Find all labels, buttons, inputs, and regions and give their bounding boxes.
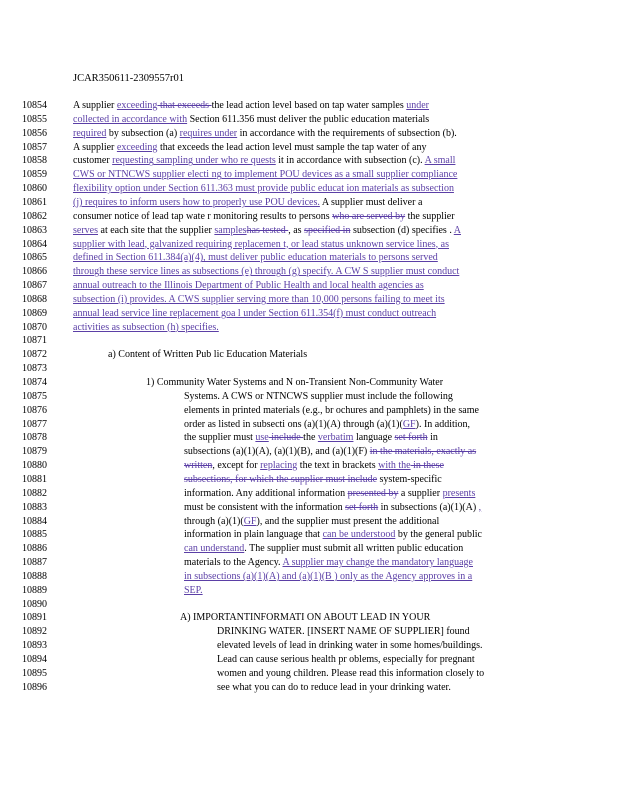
line-text [73,196,531,210]
line-number: 10893 [22,640,47,652]
text-run: consumer notice of lead tap wate r monitoring results to persons [73,210,333,222]
line-text [73,210,531,224]
line-number: 10896 [22,681,47,693]
inserted-text: A [453,224,461,236]
line-text [184,459,531,473]
inserted-text: A small [424,155,456,167]
line-text [184,570,531,584]
text-run: that exceeds the lead action level must sample the tap water of any [157,141,427,153]
deleted-text: in these [410,460,444,472]
text-run: the text in brackets [297,460,379,472]
text-run: in accordance with the requirements of subsection (b). [237,127,457,139]
inserted-text: collected in accordance with [73,113,188,125]
inserted-text: samples [214,224,247,236]
line-text [73,307,531,321]
line-text [73,168,531,182]
text-run: A) IMPORTANTINFORMATI ON ABOUT LEAD IN YOUR [180,612,431,624]
text-run: DRINKING WATER. [INSERT NAME OF SUPPLIER] found [217,626,470,638]
line-number: 10888 [22,570,47,582]
line-text [217,639,531,653]
text-run: information in plain language that [184,529,323,541]
line-number: 10856 [22,127,47,139]
line-number: 10886 [22,543,47,555]
line-number: 10889 [22,584,47,596]
deleted-text: that exceeds [157,100,212,111]
inserted-text: can be understood [322,529,396,541]
text-run: language [353,432,395,444]
inserted-text: serves [73,224,98,236]
line-number: 10885 [22,529,47,541]
line-text [73,154,531,168]
line-text [73,279,531,293]
text-run: a) Content of Written Pub lic Education Materials [108,349,308,361]
deleted-text: set forth [394,432,428,444]
inserted-text: replacing [260,460,298,472]
text-run: elevated levels of lead in drinking water in some homes/buildings. [217,640,483,652]
inserted-text: annual outreach to the Illinois Department of Public Health and local health agencies as [73,280,424,292]
inserted-text: annual lead service line replacement goa l under Section 611.354(f) must conduct outreach [73,307,437,319]
line-number: 10895 [22,667,47,679]
line-text [73,321,531,335]
line-number: 10875 [22,390,47,402]
deleted-text: set forth [345,501,379,513]
line-number: 10872 [22,349,47,361]
inserted-text: in subsections (a)(1)(A) and (a)(1)(B ) only as the Agency approves in a [184,570,473,582]
line-number: 10867 [22,280,47,292]
text-run: the supplier must [184,432,256,444]
inserted-text: can understand [184,543,245,555]
line-number: 10892 [22,626,47,638]
text-run: women and young children. Please read this information closely to [217,667,485,679]
inserted-text: under [406,100,430,111]
inserted-text: activities as subsection (h) specifies. [73,321,219,333]
line-text [180,611,531,625]
text-run: order as listed in subsecti ons (a)(1)(A) through (a)(1)( [184,418,403,430]
line-number: 10874 [22,377,47,388]
line-number: 10866 [22,266,47,278]
inserted-text: SEP. [184,584,203,596]
line-text [108,348,468,362]
text-run: by subsection (a) [106,127,180,139]
line-text [73,99,531,113]
line-text [217,653,531,667]
line-text [73,113,531,127]
line-number: 10873 [22,363,47,375]
line-text [73,293,531,307]
line-text [73,182,531,196]
inserted-text: A supplier may change the mandatory language [282,557,473,569]
line-text [184,473,531,487]
text-run: . The supplier must submit all written public education [244,543,464,555]
text-run: the lead action level based on tap water samples [211,100,407,111]
line-text [73,334,531,348]
text-run: the [303,432,318,444]
line-text [184,528,531,542]
line-number: 10865 [22,252,47,264]
line-text [73,598,531,612]
text-run: by the general public [395,529,482,541]
text-run: A supplier [73,141,117,153]
inserted-text: requires under [179,127,238,139]
line-number: 10869 [22,307,47,319]
deleted-text: include [268,432,304,444]
text-run: in [427,432,438,444]
inserted-text: exceeding [116,141,158,153]
text-run: elements in printed materials (e.g., br ochures and pamphlets) in the same [184,404,479,416]
text-run: materials to the Agency. [184,557,283,569]
line-number: 10871 [22,335,47,347]
line-text [217,625,531,639]
text-run: system-specific [377,473,442,485]
inserted-text: verbatim [317,432,354,444]
line-number: 10884 [22,515,47,527]
text-run: at each site that the supplier [98,224,215,236]
inserted-text: (j) requires to inform users how to properly use POU devices. [73,196,320,208]
line-number: 10891 [22,612,47,624]
inserted-text: GF [402,418,416,430]
line-number: 10855 [22,113,47,125]
text-run: Systems. A CWS or NTNCWS supplier must include the following [184,390,453,402]
text-run: A supplier must deliver a [319,196,423,208]
deleted-text: who are served by [332,210,406,222]
line-number: 10877 [22,418,47,430]
line-text [184,431,531,445]
text-run: through (a)(1)( [184,515,244,527]
text-run: 1) Community Water Systems and N on-Transient Non-Community Water [146,377,444,388]
deleted-text: specified in [304,224,351,236]
inserted-text: exceeding [116,100,158,111]
line-text [184,584,531,598]
inserted-text: supplier with lead, galvanized requiring replacemen t, or lead status unknown service lines, as [73,238,449,250]
inserted-text: flexibility option under Section 611.363 must provide public educat ion materials as subsection [73,183,454,195]
text-run: ). In addition, [415,418,471,430]
text-run: see what you can do to reduce lead in your drinking water. [217,681,451,693]
line-text [73,224,531,238]
line-text [73,141,531,155]
inserted-text: subsection (i) provides. A CWS supplier serving more than 10,000 persons failing to meet its [73,293,445,305]
inserted-text: requesting sampling under who re quests [112,155,276,167]
text-run: in subsections (a)(1)(A) [378,501,479,513]
line-text [217,667,531,681]
text-run: information. Any additional information [184,487,348,499]
line-text [184,542,531,556]
line-number: 10862 [22,210,47,222]
inserted-text: required [73,127,107,139]
deleted-text: in the materials, exactly as [369,446,477,458]
line-number: 10858 [22,155,47,167]
inserted-text: CWS or NTNCWS supplier electi ng to implement POU devices as a small supplier compliance [73,169,458,181]
inserted-text: through these service lines as subsections (e) through (g) specify. A CW S supplier must conduct [73,266,460,278]
line-text [73,127,531,141]
text-run: it in accordance with subsection (c). [275,155,425,167]
deleted-text: subsections, for which the supplier must include [184,473,378,485]
line-number: 10861 [22,196,47,208]
deleted-text: written [184,460,213,472]
line-text [184,556,531,570]
line-number: 10890 [22,598,47,610]
line-text [184,445,531,459]
inserted-text: use [255,432,269,444]
line-number: 10857 [22,141,47,153]
text-run: , except for [212,460,261,472]
line-number: 10883 [22,501,47,513]
text-run: Lead can cause serious health pr oblems, especially for pregnant [217,654,475,665]
inserted-text: GF [243,515,257,527]
text-run: subsections (a)(1)(A), (a)(1)(B), and (a)(1)(F) [184,446,370,458]
line-number: 10881 [22,473,47,485]
text-run: subsection (d) specifies . [350,224,454,236]
text-run: A supplier [73,100,117,111]
inserted-text: , [478,501,482,513]
text-run: the supplier [405,210,455,222]
line-text [73,362,531,376]
line-number: 10882 [22,487,47,499]
deleted-text: has tested [246,224,289,236]
line-number: 10868 [22,293,47,305]
text-run: Section 611.356 must deliver the public education materials [187,113,430,125]
document-id: JCAR350611-2309557r01 [73,73,185,84]
line-text [73,265,531,279]
line-text [184,390,531,404]
line-text [184,515,531,529]
line-number: 10894 [22,654,47,665]
line-number: 10879 [22,446,47,458]
text-run: ), and the supplier must present the additional [256,515,440,527]
line-text [73,251,531,265]
inserted-text: presents [442,487,476,499]
line-number: 10878 [22,432,47,444]
text-run: , as [288,224,305,236]
deleted-text: presented by [347,487,399,499]
line-number: 10876 [22,404,47,416]
line-number: 10854 [22,100,47,111]
line-number: 10887 [22,557,47,569]
line-text [184,418,531,432]
line-number: 10880 [22,460,47,472]
text-run: must be consistent with the information [184,501,346,513]
line-text [217,681,531,695]
line-number: 10860 [22,183,47,195]
line-number: 10859 [22,169,47,181]
line-number: 10864 [22,238,47,250]
inserted-text: with the [378,460,411,472]
line-text [73,238,531,252]
line-text [146,376,531,390]
text-run: a supplier [398,487,443,499]
inserted-text: defined in Section 611.384(a)(4), must deliver public education materials to persons served [73,252,438,264]
line-text [184,487,531,501]
line-text [184,501,531,515]
line-number: 10863 [22,224,47,236]
text-run: customer [73,155,113,167]
line-text [184,404,531,418]
line-number: 10870 [22,321,47,333]
